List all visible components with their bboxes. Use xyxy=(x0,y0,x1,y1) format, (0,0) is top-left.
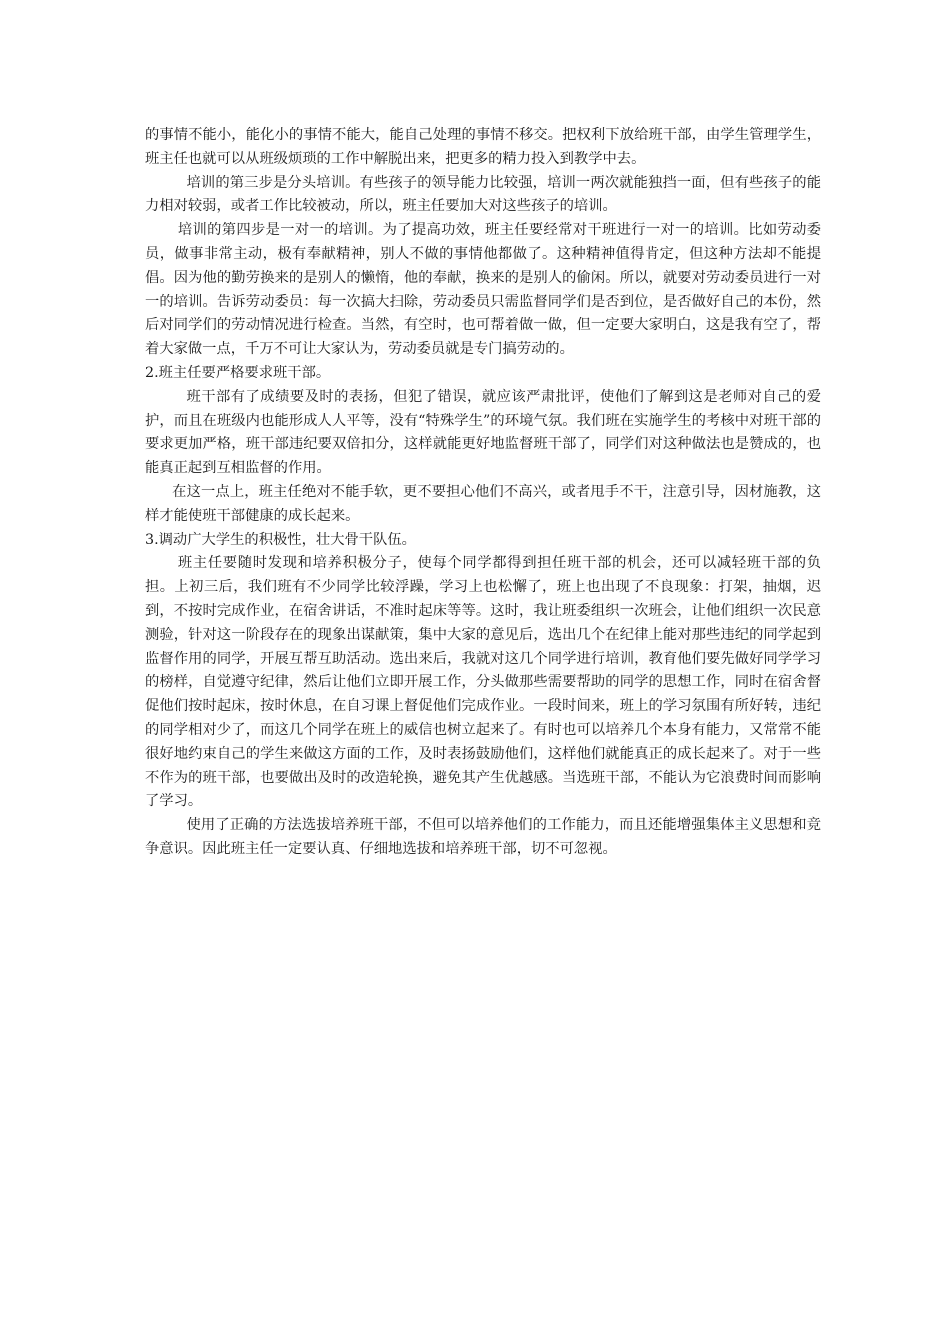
paragraph-7: 使用了正确的方法选拔培养班干部，不但可以培养他们的工作能力，而且还能增强集体主义思想和竞争意识。因此班主任一定要认真、仔细地选拔和培养班干部，切不可忽视。 xyxy=(145,817,821,857)
paragraph-1: 的事情不能小，能化小的事情不能大，能自己处理的事情不移交。把权利下放给班干部，由学生管理学生，班主任也就可以从班级烦琐的工作中解脱出来，把更多的精力投入到教学中去。 xyxy=(145,127,821,167)
paragraph-5: 在这一点上，班主任绝对不能手软，更不要担心他们不高兴，或者甩手不干，注意引导，因材施教，这样才能使班干部健康的成长起来。 xyxy=(145,483,821,524)
paragraph-4: 班干部有了成绩要及时的表扬，但犯了错误，就应该严肃批评，使他们了解到这是老师对自己的爱护，而且在班级内也能形成人人平等，没有“特殊学生”的环境气氛。我们班在实施学生的考核中对班干部的要求更加严格，班干部违纪要双倍扣分，这样就能更好地监督班干部了，同学们对这种做法也是赞成的，也能真正起到互相监督的作用。 xyxy=(145,388,821,477)
paragraph-2: 培训的第三步是分头培训。有些孩子的领导能力比较强，培训一两次就能独挡一面，但有些孩子的能力相对较弱，或者工作比较被动，所以，班主任要加大对这些孩子的培训。 xyxy=(145,174,821,215)
section-heading-2: 2.班主任要严格要求班干部。 xyxy=(145,364,331,381)
document-page xyxy=(145,124,821,862)
paragraph-3: 培训的第四步是一对一的培训。为了提高功效，班主任要经常对干班进行一对一的培训。比如劳动委员，做事非常主动，极有奉献精神，别人不做的事情他都做了。这种精神值得肯定，但这种方法却不能提倡。因为他的勤劳换来的是别人的懒惰，他的奉献，换来的是别人的偷闲。所以，就要对劳动委员进行一对一的培训。告诉劳动委员：每一次搞大扫除，劳动委员只需监督同学们是否到位，是否做好自己的本份，然后对同学们的劳动情况进行检查。当然，有空时，也可帮着做一做，但一定要大家明白，这是我有空了，帮着大家做一点，千万不可让大家认为，劳动委员就是专门搞劳动的。 xyxy=(145,222,821,358)
section-heading-3: 3.调动广大学生的积极性，壮大骨干队伍。 xyxy=(145,531,416,548)
paragraph-6: 班主任要随时发现和培养积极分子，使每个同学都得到担任班干部的机会，还可以减轻班干部的负担。上初三后，我们班有不少同学比较浮躁，学习上也松懈了，班上也出现了不良现象：打架，抽烟，迟到，不按时完成作业，在宿舍讲话，不准时起床等等。这时，我让班委组织一次班会，让他们组织一次民意测验，针对这一阶段存在的现象出谋献策，集中大家的意见后，选出几个在纪律上能对那些违纪的同学起到监督作用的同学，开展互帮互助活动。选出来后，我就对这几个同学进行培训，教育他们要先做好同学学习的榜样，自觉遵守纪律，然后让他们立即开展工作，分头做那些需要帮助的同学的思想工作，同时在宿舍督促他们按时起床，按时休息，在自习课上督促他们完成作业。一段时间来，班上的学习氛围有所好转，违纪的同学相对少了，而这几个同学在班上的威信也树立起来了。有时也可以培养几个本身有能力，又常常不能很好地约束自己的学生来做这方面的工作，及时表扬鼓励他们，这样他们就能真正的成长起来了。对于一些不作为的班干部，也要做出及时的改造轮换，避免其产生优越感。当选班干部，不能认为它浪费时间而影响了学习。 xyxy=(145,555,821,810)
